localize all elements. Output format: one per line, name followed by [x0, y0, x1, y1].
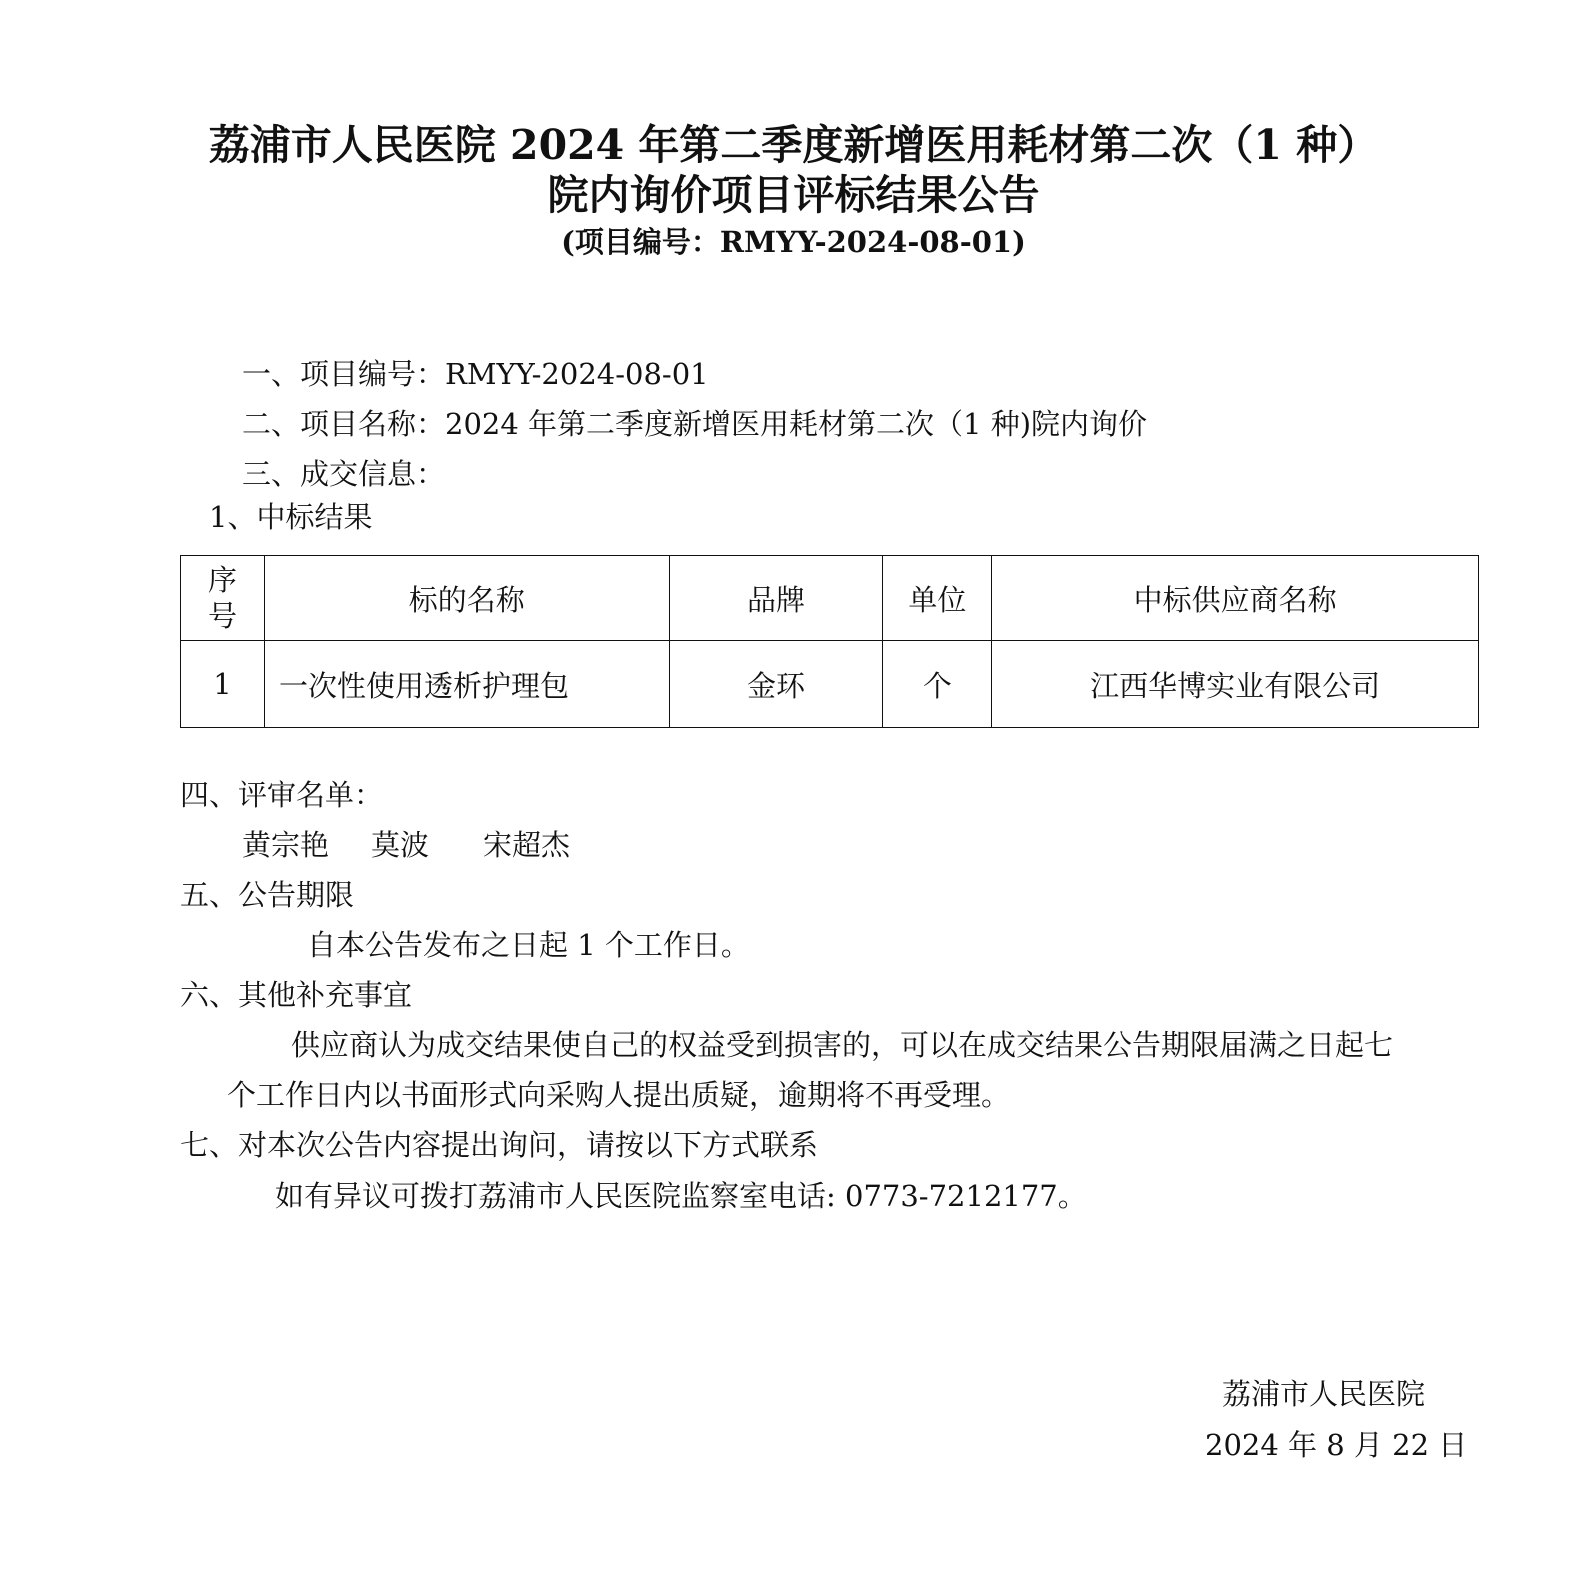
table-header-row	[181, 556, 1479, 641]
cell-unit: 个	[883, 641, 992, 728]
cell-item: 一次性使用透析护理包	[264, 641, 669, 728]
project-name: 二、项目名称：2024 年第二季度新增医用耗材第二次（1 种)院内询价	[242, 407, 1148, 441]
header-seq-line2: 号	[207, 599, 237, 633]
table-row	[181, 641, 1479, 728]
cell-brand: 金环	[669, 641, 883, 728]
result-heading: 1、中标结果	[209, 500, 373, 534]
title-line-2: 院内询价项目评标结果公告	[547, 171, 1040, 219]
header-brand: 品牌	[669, 556, 883, 641]
other-heading: 六、其他补充事宜	[180, 978, 413, 1012]
other-text-line1: 供应商认为成交结果使自己的权益受到损害的，可以在成交结果公告期限届满之日起七	[291, 1028, 1394, 1062]
project-number: 一、项目编号：RMYY-2024-08-01	[242, 357, 709, 391]
contact-text: 如有异议可拨打荔浦市人民医院监察室电话: 0773-7212177。	[275, 1179, 1087, 1213]
review-heading: 四、评审名单：	[180, 778, 384, 812]
title-line-1: 荔浦市人民医院 2024 年第二季度新增医用耗材第二次（1 种）	[208, 121, 1379, 169]
deal-info-heading: 三、成交信息：	[242, 457, 446, 491]
period-heading: 五、公告期限	[180, 878, 355, 912]
reviewer-name: 莫波	[371, 828, 430, 862]
period-text: 自本公告发布之日起 1 个工作日。	[307, 928, 750, 962]
header-unit: 单位	[883, 556, 992, 641]
signature-date: 2024 年 8 月 22 日	[1205, 1428, 1468, 1462]
other-text-line2: 个工作日内以书面形式向采购人提出质疑，逾期将不再受理。	[227, 1078, 1011, 1112]
award-table	[180, 555, 1479, 728]
header-seq-line1: 序	[207, 563, 237, 597]
cell-supplier: 江西华博实业有限公司	[992, 641, 1479, 728]
header-item: 标的名称	[264, 556, 669, 641]
cell-seq: 1	[181, 641, 265, 728]
header-supplier: 中标供应商名称	[992, 556, 1479, 641]
reviewer-name: 宋超杰	[483, 828, 571, 862]
contact-heading: 七、对本次公告内容提出询问，请按以下方式联系	[180, 1128, 819, 1162]
reviewer-name: 黄宗艳	[242, 828, 330, 862]
project-code-subtitle: (项目编号：RMYY-2024-08-01)	[561, 225, 1026, 259]
header-seq	[181, 556, 265, 641]
signature-org: 荔浦市人民医院	[1222, 1377, 1426, 1411]
